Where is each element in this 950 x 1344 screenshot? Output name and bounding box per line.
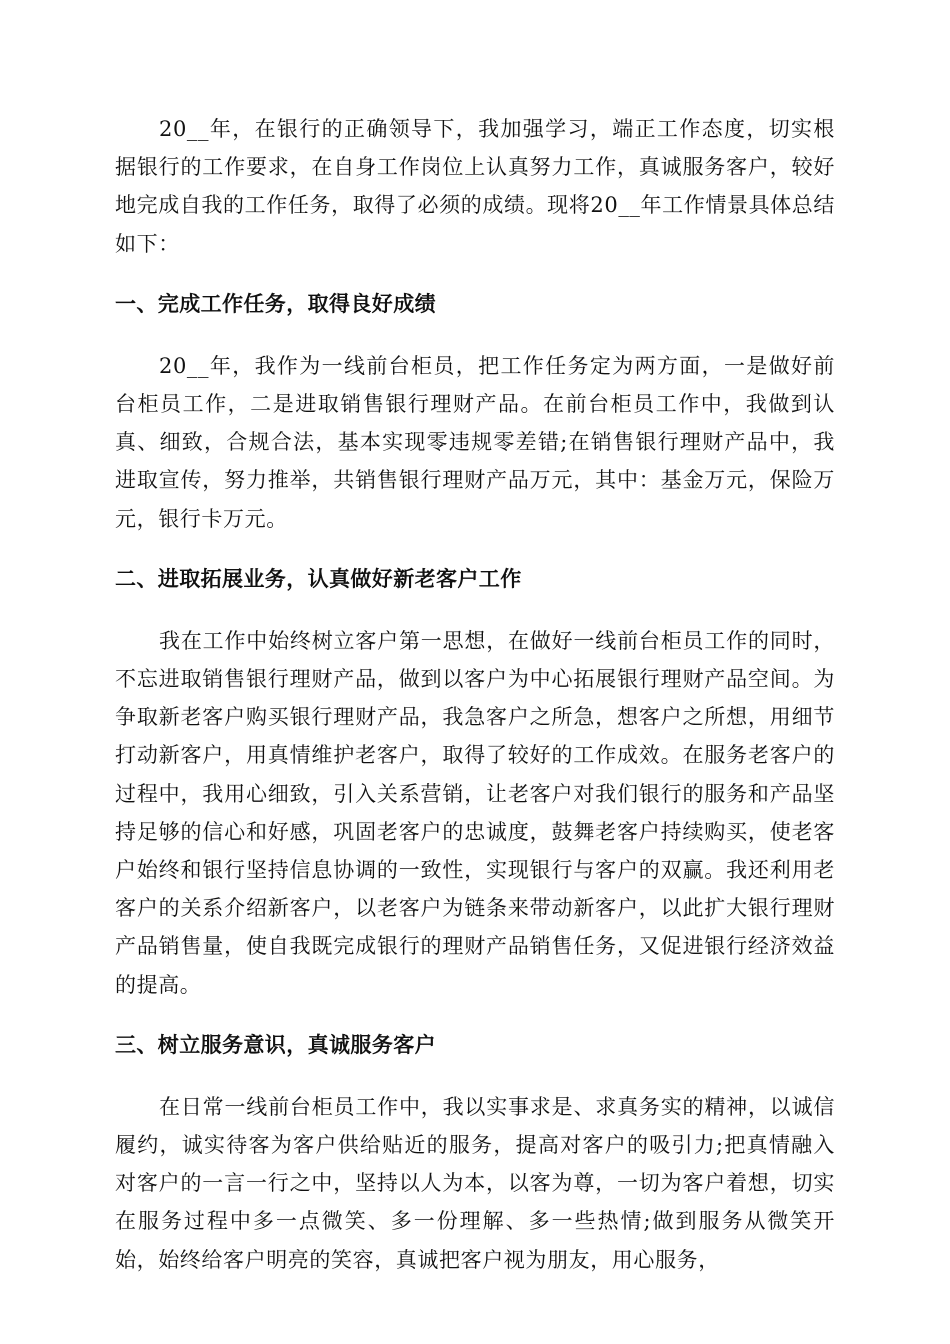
document-page [115, 110, 835, 1305]
section-heading-1: 一、完成工作任务，取得良好成绩 [115, 291, 436, 316]
section-body-2: 我在工作中始终树立客户第一思想，在做好一线前台柜员工作的同时，不忘进取销售银行理财产品，做到以客户为中心拓展银行理财产品空间。为争取新老客户购买银行理财产品，我急客户之所急，想客户之所想，用细节打动新客户，用真情维护老客户，取得了较好的工作成效。在服务老客户的过程中，我用心细致，引入关系营销，让老客户对我们银行的服务和产品坚持足够的信心和好感，巩固老客户的忠诚度，鼓舞老客户持续购买，使老客户始终和银行坚持信息协调的一致性，实现银行与客户的双赢。我还利用老客户的关系介绍新客户，以老客户为链条来带动新客户，以此扩大银行理财产品销售量，使自我既完成银行的理财产品销售任务，又促进银行经济效益的提高。 [115, 628, 835, 997]
section-heading-2: 二、进取拓展业务，认真做好新老客户工作 [115, 566, 522, 591]
intro-paragraph: 20__年，在银行的正确领导下，我加强学习，端正工作态度，切实根据银行的工作要求，在自身工作岗位上认真努力工作，真诚服务客户，较好地完成自我的工作任务，取得了必须的成绩。现将20__年工作情景具体总结如下： [115, 117, 835, 256]
section-body-3: 在日常一线前台柜员工作中，我以实事求是、求真务实的精神，以诚信履约，诚实待客为客户供给贴近的服务，提高对客户的吸引力;把真情融入对客户的一言一行之中，坚持以人为本，以客为尊，一切为客户着想，切实在服务过程中多一点微笑、多一份理解、多一些热情;做到服务从微笑开始，始终给客户明亮的笑容，真诚把客户视为朋友，用心服务， [115, 1094, 835, 1272]
section-heading-3: 三、树立服务意识，真诚服务客户 [115, 1032, 436, 1057]
section-body-1: 20__年，我作为一线前台柜员，把工作任务定为两方面，一是做好前台柜员工作，二是进取销售银行理财产品。在前台柜员工作中，我做到认真、细致，合规合法，基本实现零违规零差错;在销售银行理财产品中，我进取宣传，努力推举，共销售银行理财产品万元，其中：基金万元，保险万元，银行卡万元。 [115, 353, 835, 531]
